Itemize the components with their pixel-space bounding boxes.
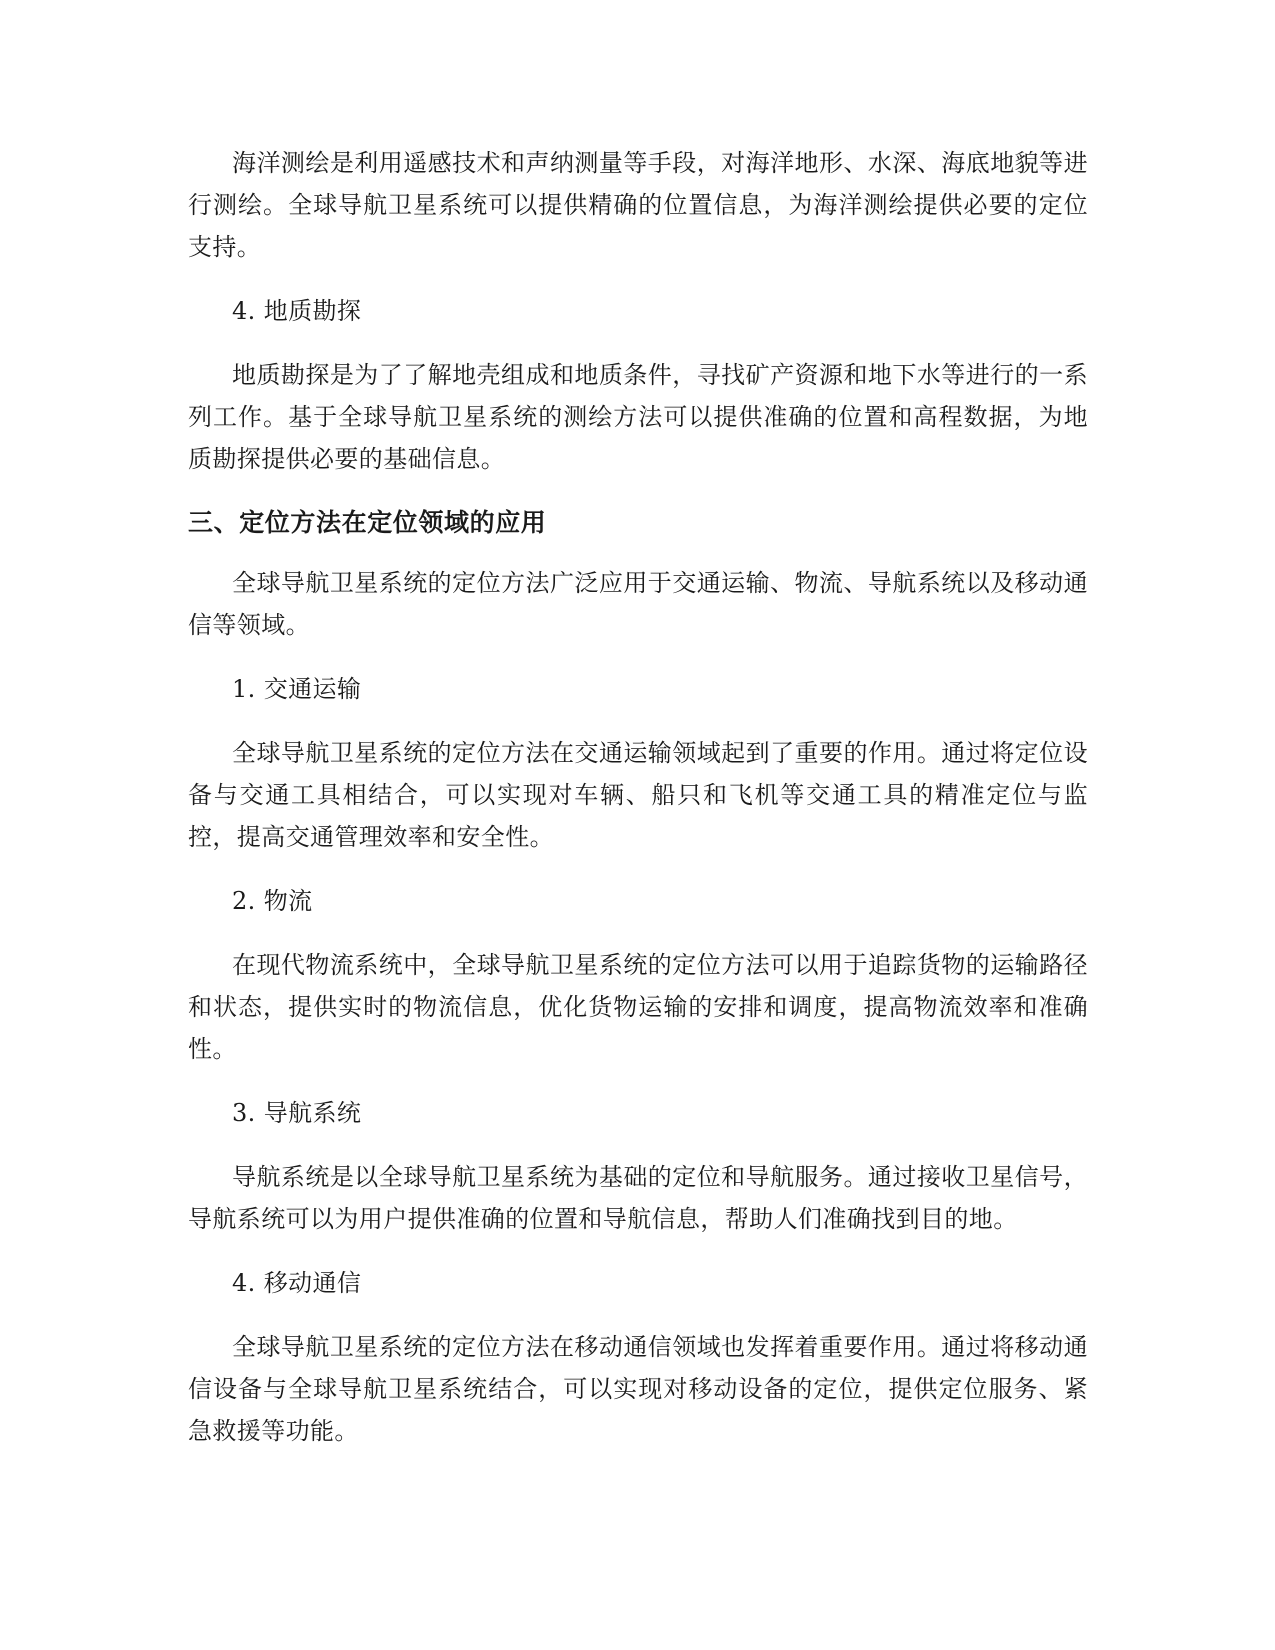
- paragraph-logistics: 在现代物流系统中，全球导航卫星系统的定位方法可以用于追踪货物的运输路径和状态，提供实时的物流信息，优化货物运输的安排和调度，提高物流效率和准确性。: [188, 951, 1088, 1063]
- list-item-logistics: 2. 物流: [232, 887, 313, 915]
- document-page: [188, 142, 1088, 1474]
- paragraph-navigation-system: 导航系统是以全球导航卫星系统为基础的定位和导航服务。通过接收卫星信号，导航系统可以为用户提供准确的位置和导航信息，帮助人们准确找到目的地。: [188, 1163, 1088, 1233]
- list-item-navigation-system: 3. 导航系统: [232, 1099, 362, 1127]
- paragraph-transportation: 全球导航卫星系统的定位方法在交通运输领域起到了重要的作用。通过将定位设备与交通工具相结合，可以实现对车辆、船只和飞机等交通工具的精准定位与监控，提高交通管理效率和安全性。: [188, 739, 1088, 851]
- paragraph-section-intro: 全球导航卫星系统的定位方法广泛应用于交通运输、物流、导航系统以及移动通信等领域。: [188, 569, 1088, 639]
- paragraph-mobile-communication: 全球导航卫星系统的定位方法在移动通信领域也发挥着重要作用。通过将移动通信设备与全球导航卫星系统结合，可以实现对移动设备的定位，提供定位服务、紧急救援等功能。: [188, 1333, 1088, 1445]
- paragraph-geological-exploration: 地质勘探是为了了解地壳组成和地质条件，寻找矿产资源和地下水等进行的一系列工作。基于全球导航卫星系统的测绘方法可以提供准确的位置和高程数据，为地质勘探提供必要的基础信息。: [188, 361, 1088, 473]
- list-item-geological-exploration: 4. 地质勘探: [232, 297, 362, 325]
- section-heading: 三、定位方法在定位领域的应用: [188, 508, 547, 537]
- list-item-mobile-communication: 4. 移动通信: [232, 1269, 362, 1297]
- list-item-transportation: 1. 交通运输: [232, 675, 362, 703]
- paragraph-marine-surveying: 海洋测绘是利用遥感技术和声纳测量等手段，对海洋地形、水深、海底地貌等进行测绘。全球导航卫星系统可以提供精确的位置信息，为海洋测绘提供必要的定位支持。: [188, 149, 1088, 261]
